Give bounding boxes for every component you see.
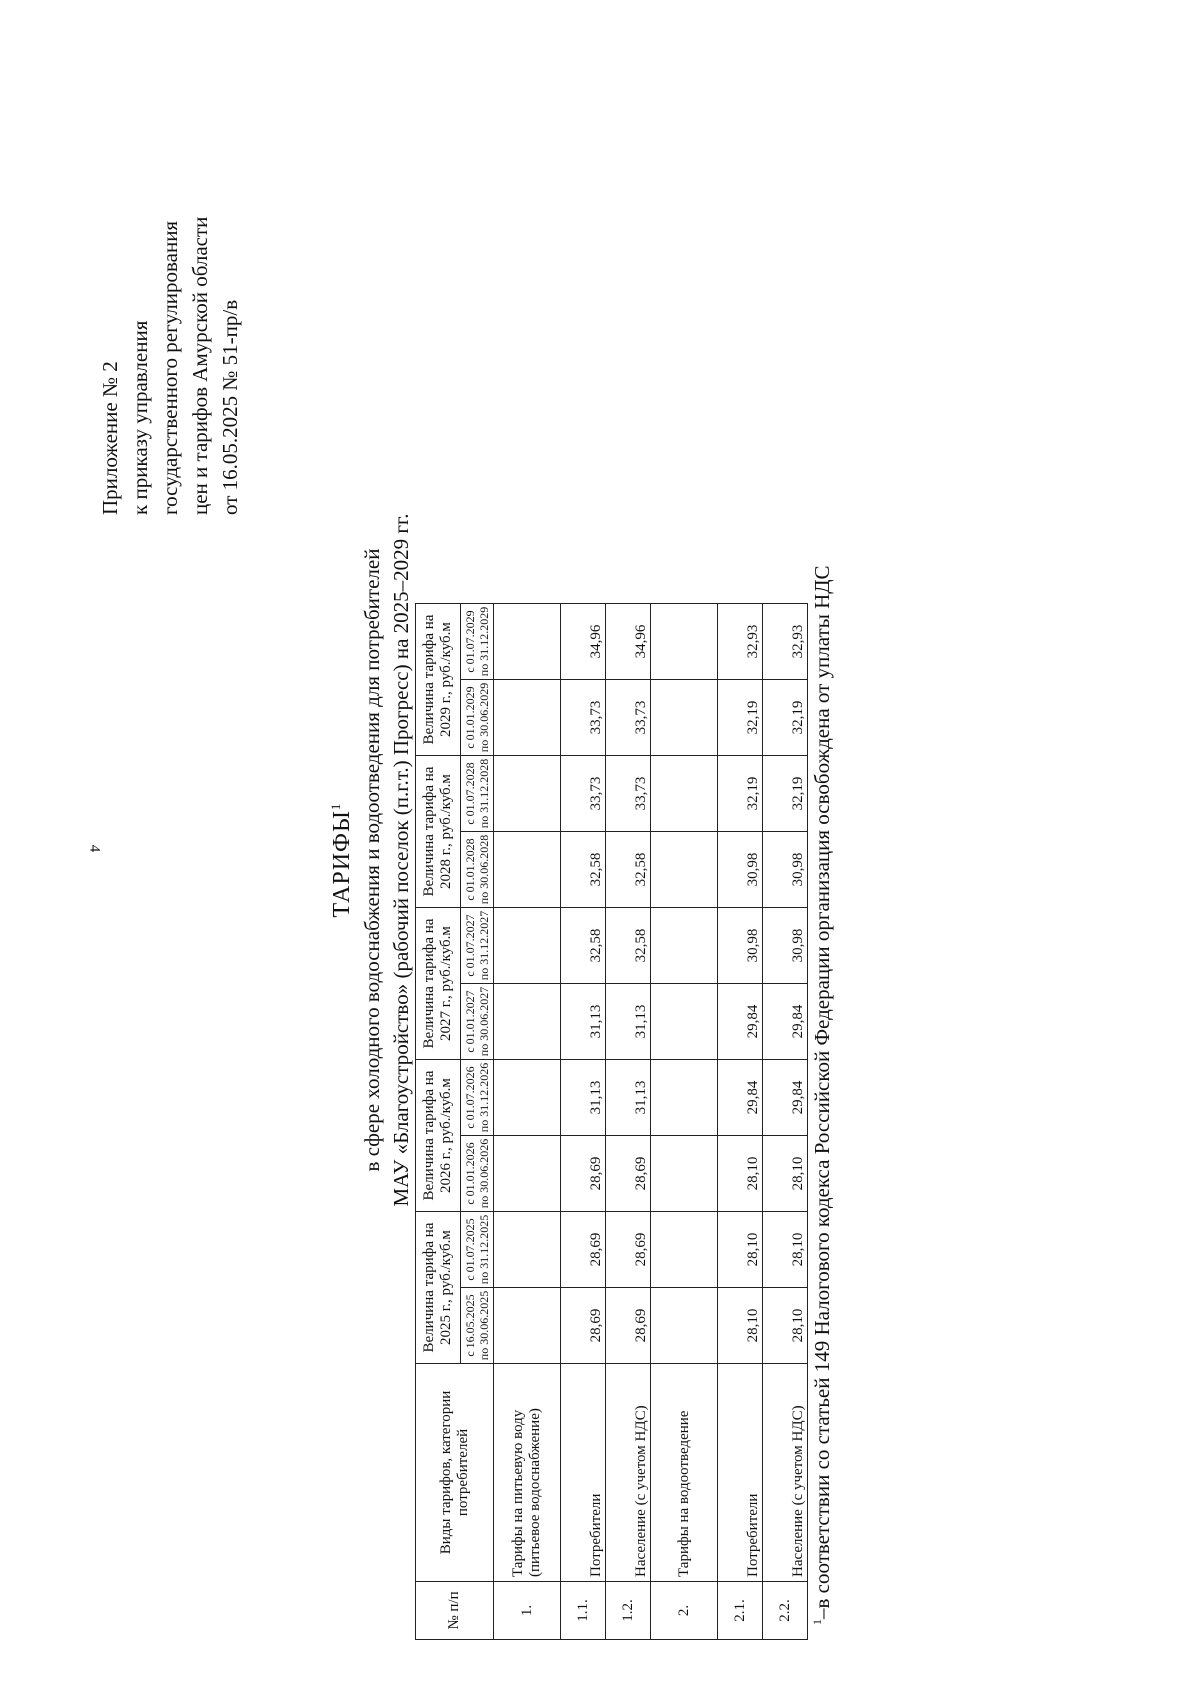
tariff-value: 33,73 (606, 756, 651, 832)
row-kind: Население (с учетом НДС) (606, 1364, 651, 1582)
tariff-value (651, 1288, 718, 1364)
tariff-value (494, 1060, 561, 1136)
tariff-value: 28,10 (763, 1288, 808, 1364)
row-number: 1.2. (606, 1582, 651, 1640)
tariff-value (651, 604, 718, 680)
row-kind: Население (с учетом НДС) (763, 1364, 808, 1582)
tariff-value: 28,69 (606, 1136, 651, 1212)
tariff-value: 33,73 (561, 680, 606, 756)
tariff-value: 32,93 (718, 604, 763, 680)
table-row (763, 604, 808, 1640)
header-year-2025: Величина тарифа на 2025 г., руб./куб.м (416, 1212, 461, 1364)
tariff-value: 29,84 (763, 1060, 808, 1136)
header-year-2026: Величина тарифа на 2026 г., руб./куб.м (416, 1060, 461, 1212)
tariff-value: 32,58 (561, 908, 606, 984)
header-period: с 01.01.2029 по 30.06.2029 (461, 680, 494, 756)
tariff-value (494, 604, 561, 680)
row-kind: Потребители (718, 1364, 763, 1582)
title-block (320, 40, 416, 1680)
tariff-value: 30,98 (718, 832, 763, 908)
tariff-value (494, 680, 561, 756)
tariff-value: 28,10 (718, 1212, 763, 1288)
row-kind: Потребители (561, 1364, 606, 1582)
tariff-value: 28,69 (561, 1136, 606, 1212)
footnote (810, 565, 835, 1625)
tariff-value (494, 1212, 561, 1288)
footnote-text: –в соответствии со статьей 149 Налогового кодекса Российской Федерации организация освобождена от уплаты НДС (810, 565, 834, 1619)
tariff-value: 30,98 (718, 908, 763, 984)
document-title (320, 40, 358, 1680)
header-year-2028: Величина тарифа на 2028 г., руб./куб.м (416, 756, 461, 908)
row-kind: Тарифы на водоотведение (651, 1364, 718, 1582)
tariff-value: 33,73 (606, 680, 651, 756)
row-number: 1. (494, 1582, 561, 1640)
header-number: № п/п (416, 1582, 494, 1640)
header-period: с 01.07.2026 по 31.12.2026 (461, 1060, 494, 1136)
tariff-value: 29,84 (763, 984, 808, 1060)
rotated-sheet (10, 40, 1150, 1680)
tariff-value: 28,10 (763, 1136, 808, 1212)
tariff-value: 34,96 (561, 604, 606, 680)
tariff-value: 32,58 (606, 908, 651, 984)
header-period: с 01.07.2027 по 31.12.2027 (461, 908, 494, 984)
tariff-value: 29,84 (718, 1060, 763, 1136)
title-text: ТАРИФЫ (329, 810, 355, 918)
tariff-value (651, 984, 718, 1060)
row-number: 2. (651, 1582, 718, 1640)
header-period: с 01.07.2028 по 31.12.2028 (461, 756, 494, 832)
header-period: с 16.05.2025 по 30.06.2025 (461, 1288, 494, 1364)
tariff-value: 28,10 (763, 1212, 808, 1288)
row-number: 2.1. (718, 1582, 763, 1640)
header-period: с 01.01.2028 по 30.06.2028 (461, 832, 494, 908)
header-period: с 01.01.2027 по 30.06.2027 (461, 984, 494, 1060)
tariff-value: 29,84 (718, 984, 763, 1060)
appendix-block (95, 45, 245, 515)
page-number: 4 (86, 844, 103, 853)
tariff-value: 28,10 (718, 1136, 763, 1212)
tariff-value: 32,93 (763, 604, 808, 680)
table-row (651, 604, 718, 1640)
tariff-value (651, 832, 718, 908)
tariff-value: 31,13 (606, 984, 651, 1060)
header-year-2029: Величина тарифа на 2029 г., руб./куб.м (416, 604, 461, 756)
tariff-value: 30,98 (763, 908, 808, 984)
subtitle-line-2: МАУ «Благоустройство» (рабочий поселок (п.г.т.) Прогресс) на 2025–2029 гг. (389, 513, 413, 1207)
tariff-value: 32,19 (718, 680, 763, 756)
tariff-value (494, 984, 561, 1060)
tariff-value: 31,13 (606, 1060, 651, 1136)
tariff-value (651, 1060, 718, 1136)
tariff-value: 28,10 (718, 1288, 763, 1364)
tariff-value: 33,73 (561, 756, 606, 832)
tariff-value (494, 1288, 561, 1364)
row-number: 2.2. (763, 1582, 808, 1640)
footnote-mark: 1 (810, 1619, 824, 1625)
tariff-value: 28,69 (561, 1212, 606, 1288)
appendix-line: от 16.05.2025 № 51-пр/в (218, 299, 242, 515)
row-number: 1.1. (561, 1582, 606, 1640)
tariff-value: 31,13 (561, 1060, 606, 1136)
tariff-value (651, 680, 718, 756)
header-period: с 01.01.2026 по 30.06.2026 (461, 1136, 494, 1212)
tariff-value: 32,19 (763, 680, 808, 756)
subtitle-line-1: в сфере холодного водоснабжения и водоотведения для потребителей (360, 548, 384, 1172)
tariff-value: 32,19 (763, 756, 808, 832)
tariff-value: 28,69 (606, 1288, 651, 1364)
tariff-value: 28,69 (606, 1212, 651, 1288)
table-row (494, 604, 561, 1640)
header-year-2027: Величина тарифа на 2027 г., руб./куб.м (416, 908, 461, 1060)
tariff-value (651, 1212, 718, 1288)
tariff-table (415, 603, 808, 1640)
appendix-line: цен и тарифов Амурской области (188, 216, 212, 515)
table-row (561, 604, 606, 1640)
tariff-value (651, 908, 718, 984)
appendix-line: государственного регулирования (158, 220, 182, 515)
tariff-value (494, 832, 561, 908)
tariff-value: 32,19 (718, 756, 763, 832)
tariff-value (494, 908, 561, 984)
header-period: с 01.07.2025 по 31.12.2025 (461, 1212, 494, 1288)
tariff-value: 30,98 (763, 832, 808, 908)
tariff-value (494, 756, 561, 832)
header-period: с 01.07.2029 по 31.12.2029 (461, 604, 494, 680)
header-kind: Виды тарифов, категории потребителей (416, 1364, 494, 1582)
tariff-value: 32,58 (606, 832, 651, 908)
tariff-value (651, 1136, 718, 1212)
table-row (718, 604, 763, 1640)
tariff-value: 32,58 (561, 832, 606, 908)
tariff-value: 31,13 (561, 984, 606, 1060)
tariff-value (651, 756, 718, 832)
appendix-line: Приложение № 2 (98, 361, 122, 515)
title-note-mark: 1 (328, 802, 343, 811)
tariff-value (494, 1136, 561, 1212)
row-kind: Тарифы на питьевую воду (питьевое водоснабжение) (494, 1364, 561, 1582)
tariff-value: 28,69 (561, 1288, 606, 1364)
appendix-line: к приказу управления (128, 320, 152, 515)
table-row (606, 604, 651, 1640)
tariff-value: 34,96 (606, 604, 651, 680)
